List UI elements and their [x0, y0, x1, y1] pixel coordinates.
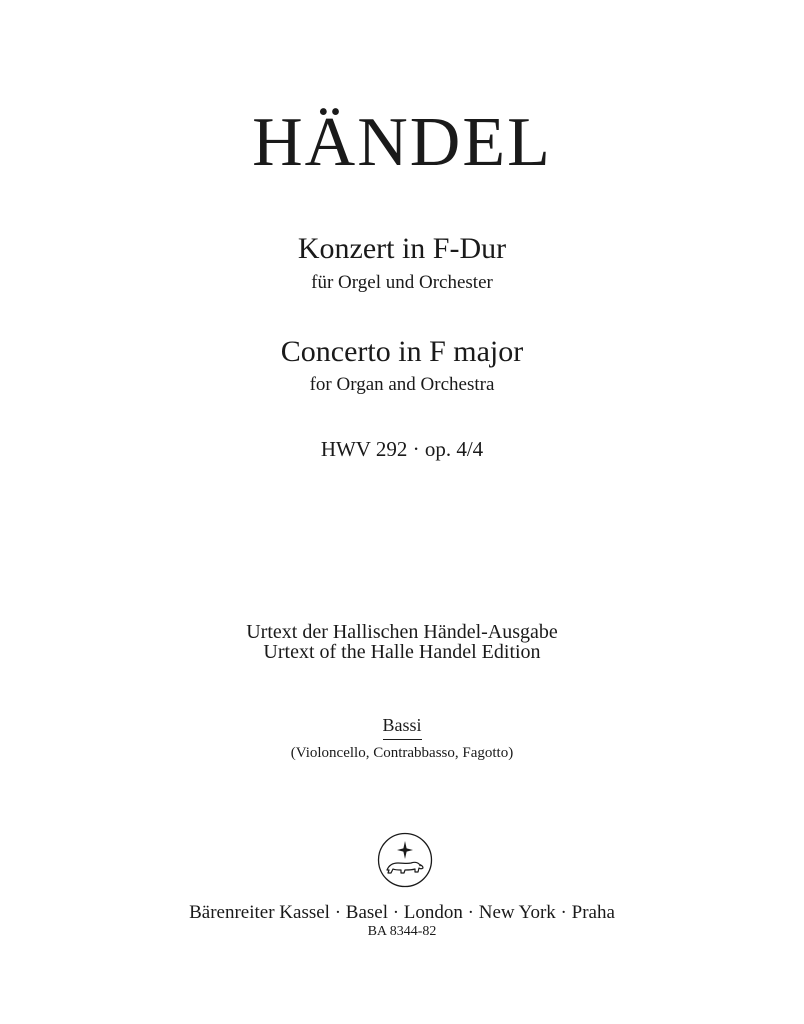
part-underline: [383, 739, 422, 740]
order-number: BA 8344-82: [367, 924, 437, 939]
catalog-number: HWV 292 · op. 4/4: [320, 437, 484, 461]
publisher-locations: Bärenreiter Kassel · Basel · London · New York · Praha: [189, 902, 615, 923]
composer-name: HÄNDEL: [252, 104, 552, 181]
part-name: Bassi: [382, 715, 422, 735]
work-title-german: Konzert in F-Dur: [297, 232, 507, 265]
urtext-note-english: Urtext of the Halle Handel Edition: [263, 641, 541, 663]
baerenreiter-bear-star-icon: [377, 832, 433, 888]
urtext-note-german: Urtext der Hallischen Händel-Ausgabe: [246, 621, 558, 643]
work-subtitle-english: for Organ and Orchestra: [309, 374, 495, 395]
part-instruments: (Violoncello, Contrabbasso, Fagotto): [290, 745, 514, 761]
work-title-english: Concerto in F major: [280, 335, 524, 368]
work-subtitle-german: für Orgel und Orchester: [311, 272, 493, 293]
